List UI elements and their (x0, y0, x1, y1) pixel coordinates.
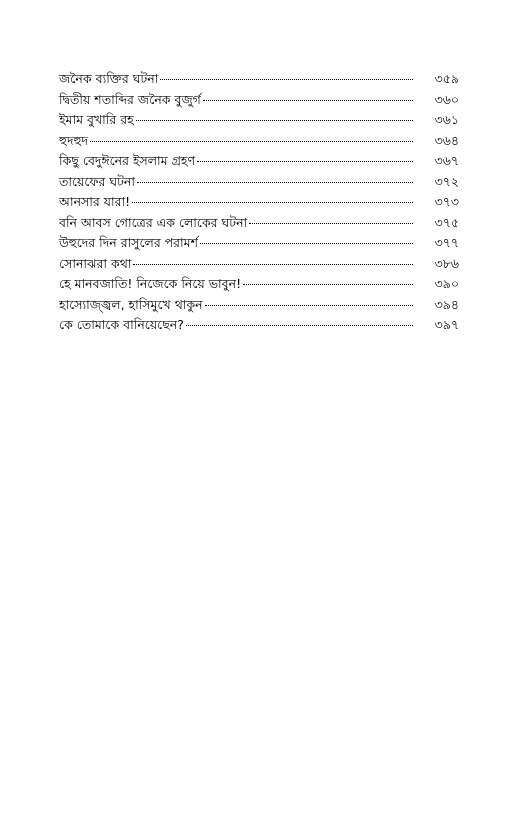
toc-entry[interactable] (59, 90, 459, 111)
toc-entry-page: ৩৬০ (434, 91, 459, 107)
toc-entry[interactable] (59, 131, 459, 152)
toc-entry[interactable] (59, 172, 459, 193)
toc-entry[interactable] (59, 254, 459, 275)
toc-dot-leader (203, 100, 413, 101)
toc-dot-leader (90, 141, 413, 142)
toc-entry-page: ৩৭৫ (434, 214, 459, 230)
toc-entry-title: সোনাঝরা কথা (59, 255, 132, 271)
toc-entry-page: ৩৯৪ (434, 296, 459, 312)
toc-dot-leader (160, 79, 413, 80)
toc-entry-page: ৩৯০ (434, 276, 459, 291)
toc-entry[interactable] (59, 192, 459, 213)
toc-entry-title: তায়েফের ঘটনা (59, 173, 136, 189)
toc-entry-page: ৩৭২ (434, 173, 459, 189)
toc-entry-page: ৩৭৩ (434, 194, 459, 209)
toc-entry-page: ৩৬৭ (434, 153, 459, 168)
toc-entry-title: আনসার যারা! (59, 194, 131, 209)
toc-dot-leader (205, 305, 413, 306)
toc-entry[interactable] (59, 315, 459, 336)
toc-dot-leader (136, 120, 413, 121)
toc-dot-leader (200, 243, 413, 244)
toc-entry[interactable] (59, 110, 459, 131)
toc-entry[interactable] (59, 69, 459, 90)
toc-entry-title: বনি আবস গোত্রের এক লোকের ঘটনা (59, 214, 248, 230)
toc-entry-page: ৩৬৪ (434, 132, 459, 148)
table-of-contents (59, 69, 459, 336)
toc-dot-leader (243, 284, 413, 285)
toc-entry-title: কে তোমাকে বানিয়েছেন? (59, 317, 184, 332)
toc-entry[interactable] (59, 233, 459, 254)
toc-dot-leader (132, 202, 413, 203)
toc-entry-title: জনৈক ব্যক্তির ঘটনা (59, 71, 159, 86)
toc-entry-page: ৩৮৬ (434, 255, 459, 271)
toc-entry[interactable] (59, 274, 459, 295)
toc-entry-title: উহুদের দিন রাসুলের পরামর্শ (59, 235, 199, 250)
toc-entry-page: ৩৭৭ (434, 235, 459, 250)
toc-entry-title: ইমাম বুখারি রহ (59, 112, 134, 127)
toc-entry-page: ৩৬১ (434, 112, 459, 127)
toc-entry-page: ৩৫৯ (434, 71, 459, 86)
toc-dot-leader (197, 161, 413, 162)
toc-entry-title: হুদহুদ (59, 132, 89, 148)
toc-entry-title: হে মানবজাতি! নিজেকে নিয়ে ভাবুন! (59, 276, 242, 291)
toc-entry-title: হাস্যোজ্জ্বল, হাসিমুখে থাকুন (59, 296, 203, 312)
toc-entry-title: দ্বিতীয় শতাব্দির জনৈক বুজুর্গ (59, 91, 201, 107)
toc-dot-leader (133, 264, 413, 265)
toc-dot-leader (137, 182, 413, 183)
toc-entry[interactable] (59, 213, 459, 234)
toc-entry[interactable] (59, 151, 459, 172)
toc-dot-leader (186, 325, 413, 326)
toc-entry-page: ৩৯৭ (434, 317, 459, 332)
toc-entry[interactable] (59, 295, 459, 316)
toc-dot-leader (249, 223, 413, 224)
toc-entry-title: কিছু বেদুঈনের ইসলাম গ্রহণ (59, 153, 196, 168)
